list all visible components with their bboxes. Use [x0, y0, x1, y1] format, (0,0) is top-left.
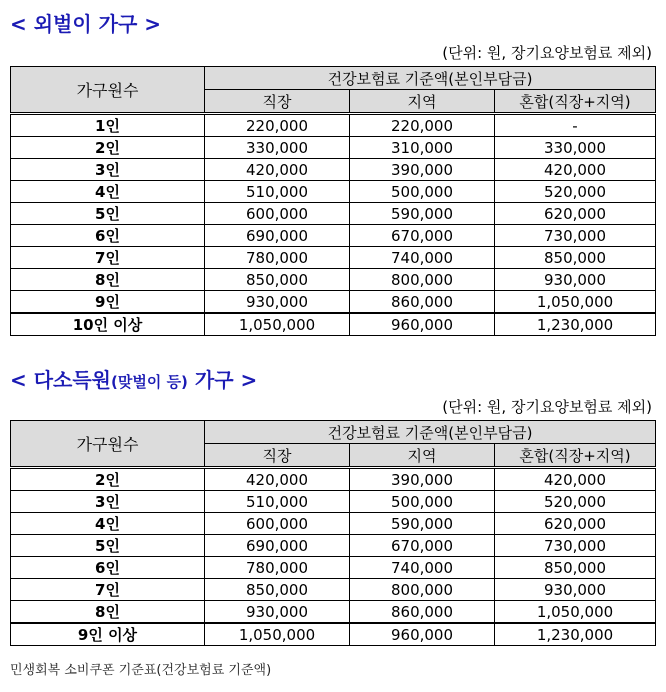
table-row — [11, 291, 656, 314]
household-size-cell: 1인 — [11, 114, 205, 137]
workplace-value-cell: 1,050,000 — [205, 623, 350, 646]
workplace-value-cell: 330,000 — [205, 137, 350, 159]
regional-value-cell: 500,000 — [350, 491, 495, 513]
header-household-size: 가구원수 — [11, 421, 205, 468]
regional-value-cell: 740,000 — [350, 247, 495, 269]
table-row — [11, 468, 656, 491]
workplace-value-cell: 420,000 — [205, 159, 350, 181]
workplace-value-cell: 600,000 — [205, 203, 350, 225]
regional-value-cell: 590,000 — [350, 203, 495, 225]
table-row — [11, 269, 656, 291]
mixed-value-cell: 520,000 — [495, 181, 656, 203]
header-household-size: 가구원수 — [11, 67, 205, 114]
mixed-value-cell: 420,000 — [495, 468, 656, 491]
table-row — [11, 313, 656, 336]
mixed-value-cell: 620,000 — [495, 513, 656, 535]
workplace-value-cell: 780,000 — [205, 247, 350, 269]
regional-value-cell: 310,000 — [350, 137, 495, 159]
header-workplace: 직장 — [205, 444, 350, 468]
mixed-value-cell: 1,050,000 — [495, 291, 656, 314]
table-row — [11, 203, 656, 225]
regional-value-cell: 670,000 — [350, 225, 495, 247]
table-row — [11, 623, 656, 646]
mixed-value-cell: 930,000 — [495, 579, 656, 601]
table-row — [11, 579, 656, 601]
household-size-cell: 6인 — [11, 557, 205, 579]
workplace-value-cell: 690,000 — [205, 535, 350, 557]
table-row — [11, 247, 656, 269]
regional-value-cell: 740,000 — [350, 557, 495, 579]
table-row — [11, 137, 656, 159]
section2-unit-note: (단위: 원, 장기요양보험료 제외) — [442, 398, 652, 416]
workplace-value-cell: 220,000 — [205, 114, 350, 137]
workplace-value-cell: 600,000 — [205, 513, 350, 535]
workplace-value-cell: 850,000 — [205, 269, 350, 291]
household-size-cell: 5인 — [11, 203, 205, 225]
regional-value-cell: 390,000 — [350, 159, 495, 181]
section2-title — [10, 364, 257, 393]
mixed-value-cell: 730,000 — [495, 535, 656, 557]
section2-title-suffix: 가구 > — [187, 368, 258, 392]
household-size-cell: 2인 — [11, 137, 205, 159]
table-row — [11, 535, 656, 557]
household-size-cell: 5인 — [11, 535, 205, 557]
regional-value-cell: 670,000 — [350, 535, 495, 557]
table-row — [11, 513, 656, 535]
section1-title: < 외벌이 가구 > — [10, 12, 162, 36]
workplace-value-cell: 930,000 — [205, 601, 350, 624]
header-regional: 지역 — [350, 444, 495, 468]
workplace-value-cell: 510,000 — [205, 491, 350, 513]
header-regional: 지역 — [350, 90, 495, 114]
regional-value-cell: 800,000 — [350, 269, 495, 291]
mixed-value-cell: 1,230,000 — [495, 313, 656, 336]
mixed-value-cell: 420,000 — [495, 159, 656, 181]
table-row — [11, 225, 656, 247]
household-size-cell: 4인 — [11, 513, 205, 535]
table-row — [11, 601, 656, 624]
workplace-value-cell: 510,000 — [205, 181, 350, 203]
table-row — [11, 557, 656, 579]
mixed-value-cell: 620,000 — [495, 203, 656, 225]
mixed-value-cell: 520,000 — [495, 491, 656, 513]
mixed-value-cell: 1,050,000 — [495, 601, 656, 624]
single-income-table — [10, 66, 656, 336]
household-size-cell: 9인 이상 — [11, 623, 205, 646]
header-mixed: 혼합(직장+지역) — [495, 444, 656, 468]
table-row — [11, 491, 656, 513]
section2-title-prefix: < 다소득원 — [10, 368, 112, 392]
header-mixed: 혼합(직장+지역) — [495, 90, 656, 114]
workplace-value-cell: 930,000 — [205, 291, 350, 314]
regional-value-cell: 390,000 — [350, 468, 495, 491]
household-size-cell: 8인 — [11, 269, 205, 291]
section2-title-small: (맞벌이 등) — [111, 373, 188, 391]
workplace-value-cell: 1,050,000 — [205, 313, 350, 336]
table-row — [11, 181, 656, 203]
regional-value-cell: 960,000 — [350, 313, 495, 336]
section1-unit-note: (단위: 원, 장기요양보험료 제외) — [442, 44, 652, 62]
household-size-cell: 3인 — [11, 491, 205, 513]
header-group: 건강보험료 기준액(본인부담금) — [205, 67, 656, 90]
regional-value-cell: 220,000 — [350, 114, 495, 137]
workplace-value-cell: 850,000 — [205, 579, 350, 601]
mixed-value-cell: 330,000 — [495, 137, 656, 159]
caption: 민생회복 소비쿠폰 기준표(건강보험료 기준액) — [10, 663, 272, 678]
regional-value-cell: 800,000 — [350, 579, 495, 601]
household-size-cell: 7인 — [11, 247, 205, 269]
household-size-cell: 10인 이상 — [11, 313, 205, 336]
workplace-value-cell: 780,000 — [205, 557, 350, 579]
regional-value-cell: 960,000 — [350, 623, 495, 646]
mixed-value-cell: - — [495, 114, 656, 137]
household-size-cell: 8인 — [11, 601, 205, 624]
header-workplace: 직장 — [205, 90, 350, 114]
mixed-value-cell: 850,000 — [495, 557, 656, 579]
table-row — [11, 159, 656, 181]
mixed-value-cell: 930,000 — [495, 269, 656, 291]
household-size-cell: 3인 — [11, 159, 205, 181]
mixed-value-cell: 1,230,000 — [495, 623, 656, 646]
table-row — [11, 114, 656, 137]
multi-income-table — [10, 420, 656, 646]
header-group: 건강보험료 기준액(본인부담금) — [205, 421, 656, 444]
regional-value-cell: 860,000 — [350, 291, 495, 314]
household-size-cell: 6인 — [11, 225, 205, 247]
household-size-cell: 7인 — [11, 579, 205, 601]
household-size-cell: 9인 — [11, 291, 205, 314]
regional-value-cell: 860,000 — [350, 601, 495, 624]
mixed-value-cell: 850,000 — [495, 247, 656, 269]
household-size-cell: 2인 — [11, 468, 205, 491]
mixed-value-cell: 730,000 — [495, 225, 656, 247]
workplace-value-cell: 690,000 — [205, 225, 350, 247]
regional-value-cell: 590,000 — [350, 513, 495, 535]
household-size-cell: 4인 — [11, 181, 205, 203]
workplace-value-cell: 420,000 — [205, 468, 350, 491]
regional-value-cell: 500,000 — [350, 181, 495, 203]
